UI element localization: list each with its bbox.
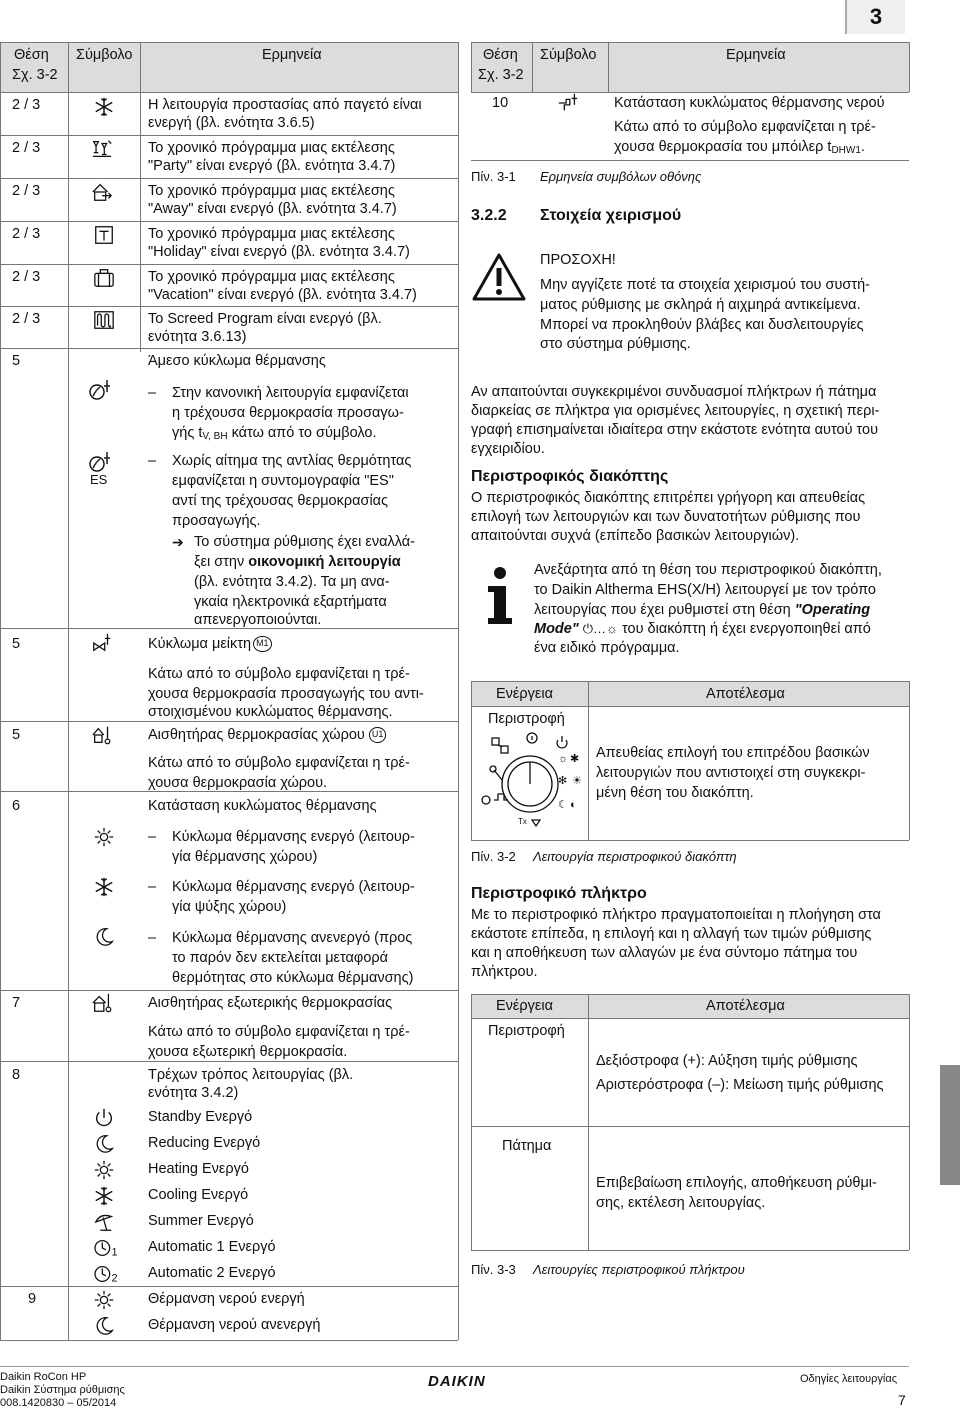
rotary-switch-diagram [474, 728, 586, 836]
direct-item2-line4: προσαγωγής. [172, 513, 261, 529]
outdoor-line2: χουσα εξωτερική θερμοκρασία. [148, 1044, 348, 1060]
mixer-line3: στοιχισμένου κυκλώματος θέρμανσης. [148, 704, 393, 720]
left-header-pos-2: Σχ. 3-2 [12, 67, 58, 83]
note-line4: γκαία ηλεκτρονικά εξαρτήματα [194, 594, 387, 610]
row-pos: 2 / 3 [12, 269, 41, 285]
section-number: 3.2.2 [471, 207, 507, 224]
rk-action-rotate: Περιστροφή [488, 1023, 565, 1039]
rs-result-line1: Απευθείας επιλογή του επιτρέδου βασικών [596, 745, 870, 761]
rotary-switch-line2: επιλογή των λειτουργιών και των δυνατοτήτων ρύθμισης που [471, 509, 861, 525]
heat-item1-line1: Κύκλωμα θέρμανσης ενεργό (λειτουρ- [172, 829, 415, 845]
mixer-pos: 5 [12, 636, 21, 652]
heat-item1-line2: γία θέρμανσης χώρου) [172, 849, 318, 865]
party-icon [90, 138, 114, 160]
mixer-circuit-icon [90, 632, 114, 654]
chapter-number: 3 [845, 0, 905, 34]
mode-automatic1: Automatic 1 Ενεργό [148, 1239, 276, 1255]
mixer-badge: M1 [253, 636, 272, 652]
dash-icon: – [148, 879, 157, 895]
dash-icon: – [148, 385, 157, 401]
mixer-line1: Κάτω από το σύμβολο εμφανίζεται η τρέ- [148, 666, 410, 682]
row-text-2: ενεργή (βλ. ενότητα 3.6.5) [148, 115, 315, 131]
direct-item2-line2: εμφανίζεται η συντομογραφία "ES" [172, 473, 394, 489]
note-line2: ξει στην οικονομική λειτουργία [194, 554, 401, 570]
standby-icon [92, 1107, 116, 1129]
svg-text:✱: ✱ [570, 753, 580, 765]
svg-text:1: 1 [111, 1246, 118, 1259]
info-line2: το Daikin Altherma EHS(X/H) λειτουργεί με τον τρόπο [534, 582, 876, 598]
info-line3: λειτουργίας που έχει ρυθμιστεί στη θέση "Operating [534, 602, 871, 618]
row-pos: 2 / 3 [12, 226, 41, 242]
warning-line3: Μπορεί να προκληθούν βλάβες και δυσλειτουργίες [540, 317, 864, 333]
side-marker [940, 1065, 960, 1185]
direct-item1-line2: η τρέχουσα θερμοκρασία προσαγω- [172, 405, 404, 421]
svg-text:☀: ☀ [572, 775, 582, 787]
automatic2-clock-icon [92, 1263, 120, 1285]
direct-item1-line3: γής $t_{V, BH}$ κάτω από το σύμβολο. [172, 425, 377, 442]
outdoor-line1: Κάτω από το σύμβολο εμφανίζεται η τρέ- [148, 1024, 410, 1040]
screed-icon [92, 309, 116, 331]
hot-water-inactive: Θέρμανση νερού ανενεργή [148, 1317, 321, 1333]
moon-icon [92, 926, 116, 948]
rs-header-result: Αποτέλεσμα [706, 686, 785, 702]
es-label: ES [90, 472, 108, 487]
rotary-knob-line3: και η αποθήκευση των αλλαγών με ένα σύντομο πάτημα του [471, 945, 858, 961]
mode-standby: Standby Ενεργό [148, 1109, 253, 1125]
warning-line1: Μην αγγίζετε ποτέ τα στοιχεία χειρισμού του συστή- [540, 277, 870, 293]
direct-item2-line3: αντί της τρέχουσας θερμοκρασίας [172, 493, 389, 509]
note-line5: απενεργοποιούνται. [194, 612, 322, 628]
row-pos: 2 / 3 [12, 183, 41, 199]
reducing-moon-icon [92, 1133, 116, 1155]
row-pos: 2 / 3 [12, 97, 41, 113]
row-text-1: Η λειτουργία προστασίας από παγετό είναι [148, 97, 422, 113]
intro-line3: γραφή επισημαίνεται ιδιαίτερα στην εκάστοτε ενότητα αυτού του [471, 422, 879, 438]
rk-result-clockwise: Δεξιόστροφα (+): Αύξηση τιμής ρύθμισης [596, 1053, 858, 1069]
rotary-knob-line2: εκάστοτε επίπεδα, η επιλογή και η αλλαγή των τιμών ρύθμισης [471, 926, 872, 942]
heating-state-title: Κατάσταση κυκλώματος θέρμανσης [148, 798, 377, 814]
cooling-icon [92, 1185, 116, 1207]
room-sensor-pos: 5 [12, 727, 21, 743]
right-header-meaning: Ερμηνεία [726, 47, 786, 63]
snowflake-icon [92, 96, 116, 118]
row-text-2: "Holiday" είναι ενεργό (βλ. ενότητα 3.4.7) [148, 244, 410, 260]
row-text-1: Το Screed Program είναι ενεργό (βλ. [148, 311, 382, 327]
holiday-icon [92, 224, 116, 246]
page-number: 7 [898, 1392, 906, 1408]
direct-item2-line1: Χωρίς αίτημα της αντλίας θερμότητας [172, 453, 412, 469]
direct-item1-line1: Στην κανονική λειτουργία εμφανίζεται [172, 385, 409, 401]
rs-result-line3: μένη θέση του διακόπτη. [596, 785, 754, 801]
mixer-title: Κύκλωμα μείκτη M1 [148, 635, 272, 654]
svg-text:Tx: Tx [518, 817, 527, 826]
warning-triangle-icon [471, 252, 527, 302]
svg-text:✻: ✻ [558, 775, 568, 787]
away-house-icon [90, 181, 114, 203]
right-table-header [471, 42, 909, 92]
heat-item3-line2: το παρόν δεν εκτελείται μεταφορά [172, 950, 389, 966]
row-text-1: Το χρονικό πρόγραμμα μιας εκτέλεσης [148, 269, 395, 285]
note-line1: Το σύστημα ρύθμισης έχει εναλλά- [194, 534, 415, 550]
row-text-1: Το χρονικό πρόγραμμα μιας εκτέλεσης [148, 140, 395, 156]
left-header-pos-1: Θέση [14, 47, 49, 63]
dhw-tap-icon [556, 92, 580, 114]
fig31-label: Πίν. 3-1 [471, 169, 516, 184]
hot-water-moon-icon [92, 1315, 116, 1337]
heating-state-pos: 6 [12, 798, 21, 814]
warning-line2: ματος ρύθμισης με σκληρά ή αιχμηρά αντικείμενα. [540, 297, 861, 313]
automatic1-clock-icon [92, 1237, 120, 1259]
dash-icon: – [148, 930, 157, 946]
outdoor-pos: 7 [12, 995, 21, 1011]
standby-sun-icon: ⏻…☼ [582, 621, 618, 636]
rk-result-press-line2: σης, εκτέλεση λειτουργίας. [596, 1195, 766, 1211]
direct-circuit-es-icon [88, 450, 114, 474]
row-text-2: ενότητα 3.6.13) [148, 329, 247, 345]
suitcase-icon [92, 267, 116, 289]
note-line3: (βλ. ενότητα 3.4.2). Τα μη ανα- [194, 574, 390, 590]
rotary-knob-line1: Με το περιστροφικό πλήκτρο πραγματοποιείται η πλοήγηση στα [471, 907, 881, 923]
rs-action: Περιστροφή [488, 711, 565, 727]
svg-text:◐: ◐ [570, 799, 577, 811]
warning-title: ΠΡΟΣΟΧΗ! [540, 252, 616, 268]
left-header-symbol: Σύμβολο [76, 47, 133, 63]
direct-circuit-title: Άμεσο κύκλωμα θέρμανσης [148, 353, 326, 369]
svg-text:☼: ☼ [558, 753, 569, 765]
heating-sun-icon [92, 1159, 116, 1181]
rk-action-press: Πάτημα [502, 1138, 552, 1154]
room-sensor-title: Αισθητήρας θερμοκρασίας χώρου U1 [148, 726, 386, 745]
rs-header-action: Ενέργεια [496, 686, 553, 702]
warning-line4: στο σύστημα ρύθμισης. [540, 336, 691, 352]
dhw-line1: Κάτω από το σύμβολο εμφανίζεται η τρέ- [614, 119, 876, 135]
footer-line3: 008.1420830 – 05/2014 [0, 1397, 117, 1409]
heat-item2-line2: γία ψύξης χώρου) [172, 899, 287, 915]
dash-icon: – [148, 829, 157, 845]
mode-cooling: Cooling Ενεργό [148, 1187, 249, 1203]
arrow-icon: ➔ [172, 534, 184, 550]
mode-title-line2: ενότητα 3.4.2) [148, 1085, 239, 1101]
row-pos: 2 / 3 [12, 140, 41, 156]
rk-result-counterclockwise: Αριστερόστροφα (–): Μείωση τιμής ρύθμισης [596, 1077, 884, 1093]
info-line1: Ανεξάρτητα από τη θέση του περιστροφικού διακόπτη, [534, 562, 882, 578]
rs-result-line2: λειτουργιών που αντιστοιχεί στη συγκεκρι- [596, 765, 866, 781]
direct-circuit-pos: 5 [12, 353, 21, 369]
rk-result-press-line1: Επιβεβαίωση επιλογής, αποθήκευση ρύθμι- [596, 1175, 877, 1191]
footer-brand-logo: DAIKIN [428, 1373, 486, 1390]
footer-right: Οδηγίες λειτουργίας [800, 1373, 898, 1385]
row-text-1: Το χρονικό πρόγραμμα μιας εκτέλεσης [148, 183, 395, 199]
info-line5: ένα ειδικό πρόγραμμα. [534, 640, 680, 656]
heat-item2-line1: Κύκλωμα θέρμανσης ενεργό (λειτουρ- [172, 879, 415, 895]
room-sensor-icon [90, 724, 114, 746]
hot-water-sun-icon [92, 1289, 116, 1311]
rotary-knob-heading: Περιστροφικό πλήκτρο [471, 885, 647, 902]
mode-summer: Summer Ενεργό [148, 1213, 254, 1229]
dash-icon: – [148, 453, 157, 469]
intro-line4: εγχειριδίου. [471, 441, 545, 457]
cooling-snowflake-icon [92, 876, 116, 898]
hot-water-pos: 9 [28, 1291, 37, 1307]
left-header-meaning: Ερμηνεία [262, 47, 322, 63]
intro-line1: Αν απαιτούνται συγκεκριμένοι συνδυασμοί πλήκτρων ή πάτημα [471, 384, 877, 400]
right-header-pos-1: Θέση [483, 47, 518, 63]
heat-item3-line1: Κύκλωμα θέρμανσης ανενεργό (προς [172, 930, 413, 946]
info-icon [480, 566, 520, 626]
footer-line1: Daikin RoCon HP [0, 1371, 87, 1383]
mode-pos: 8 [12, 1067, 21, 1083]
fig32-caption: Λειτουργία περιστροφικού διακόπτη [533, 849, 737, 864]
fig33-caption: Λειτουργίες περιστροφικού πλήκτρου [533, 1262, 745, 1277]
fig33-label: Πίν. 3-3 [471, 1262, 516, 1277]
info-line4: Mode" ⏻…☼ του διακόπτη ή έχει ενεργοποιηθεί από [534, 621, 871, 637]
outdoor-title: Αισθητήρας εξωτερικής θερμοκρασίας [148, 995, 393, 1011]
hot-water-active: Θέρμανση νερού ενεργή [148, 1291, 305, 1307]
fig32-label: Πίν. 3-2 [471, 849, 516, 864]
mode-heating: Heating Ενεργό [148, 1161, 249, 1177]
mode-reducing: Reducing Ενεργό [148, 1135, 261, 1151]
direct-circuit-icon [88, 378, 114, 402]
rotary-knob-line4: πλήκτρου. [471, 964, 538, 980]
right-header-pos-2: Σχ. 3-2 [478, 67, 524, 83]
row-text-2: "Away" είναι ενεργό (βλ. ενότητα 3.4.7) [148, 201, 397, 217]
svg-text:2: 2 [111, 1272, 118, 1285]
svg-text:☾: ☾ [558, 799, 568, 811]
heat-item3-line3: θερμότητας στο κύκλωμα θέρμανσης) [172, 970, 414, 986]
right-header-symbol: Σύμβολο [540, 47, 597, 63]
row-pos: 2 / 3 [12, 311, 41, 327]
rotary-switch-heading: Περιστροφικός διακόπτης [471, 468, 669, 485]
section-title: Στοιχεία χειρισμού [540, 207, 682, 224]
room-sensor-line2: χουσα θερμοκρασία χώρου. [148, 775, 328, 791]
sun-icon [92, 826, 116, 848]
rk-header-action: Ενέργεια [496, 998, 553, 1014]
fig31-caption: Ερμηνεία συμβόλων οθόνης [540, 169, 702, 184]
mixer-line2: χουσα θερμοκρασία προσαγωγής του αντι- [148, 686, 424, 702]
outdoor-sensor-icon [90, 992, 114, 1014]
dhw-line2: χουσα θερμοκρασία του μπόιλερ $t_{DHW1}$. [614, 139, 865, 156]
footer-line2: Daikin Σύστημα ρύθμισης [0, 1384, 125, 1396]
rotary-switch-line1: Ο περιστροφικός διακόπτης επιτρέπει γρήγορη και απευθείας [471, 490, 866, 506]
rk-header-result: Αποτέλεσμα [706, 998, 785, 1014]
row-text-1: Το χρονικό πρόγραμμα μιας εκτέλεσης [148, 226, 395, 242]
room-sensor-line1: Κάτω από το σύμβολο εμφανίζεται η τρέ- [148, 755, 410, 771]
summer-umbrella-icon [92, 1211, 116, 1233]
intro-line2: διαρκείας σε πλήκτρα για ορισμένες λειτουργίες, η σχετική περι- [471, 403, 880, 419]
row-text-2: "Party" είναι ενεργό (βλ. ενότητα 3.4.7) [148, 158, 396, 174]
rotary-switch-line3: απαιτούνται συχνά (επίπεδο βασικών λειτουργιών). [471, 528, 800, 544]
dhw-title: Κατάσταση κυκλώματος θέρμανσης νερού [614, 95, 885, 111]
dhw-pos: 10 [492, 95, 509, 111]
mode-automatic2: Automatic 2 Ενεργό [148, 1265, 276, 1281]
mode-title-line1: Τρέχων τρόπος λειτουργίας (βλ. [148, 1067, 354, 1083]
room-sensor-badge: U1 [369, 727, 387, 743]
row-text-2: "Vacation" είναι ενεργό (βλ. ενότητα 3.4.7) [148, 287, 417, 303]
